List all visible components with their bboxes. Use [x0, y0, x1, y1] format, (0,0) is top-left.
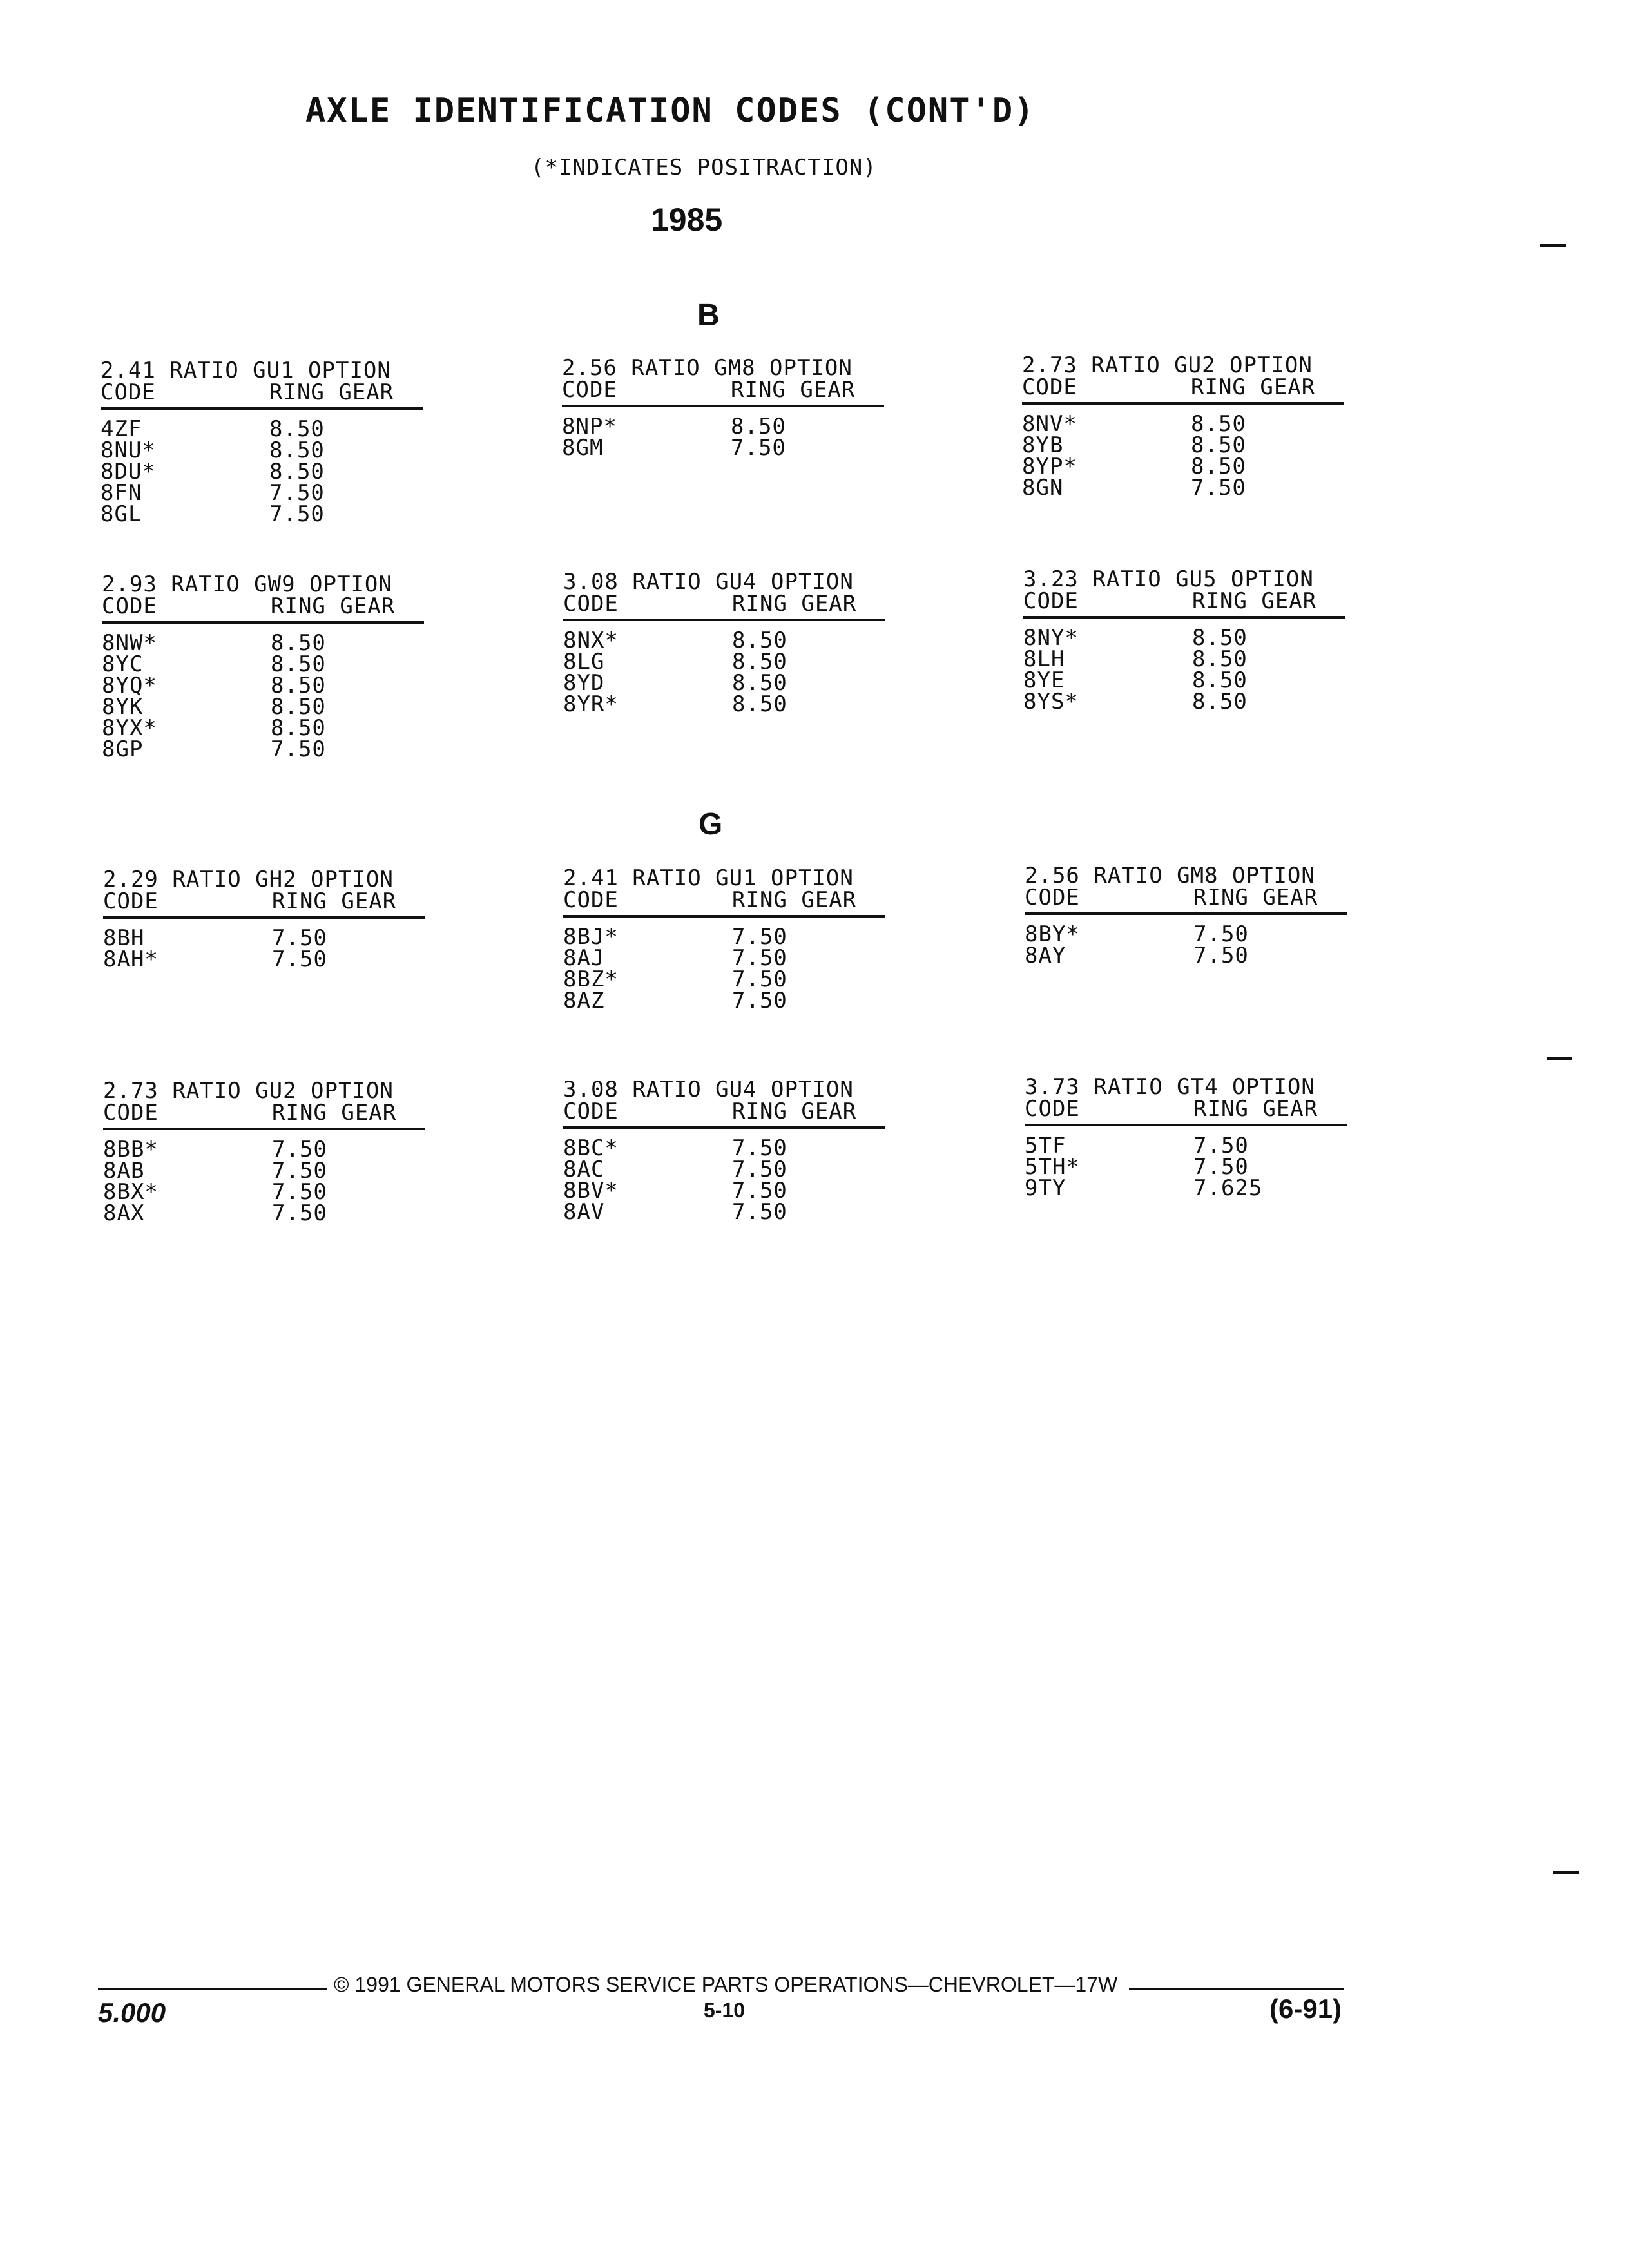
code-row: [1023, 625, 1345, 651]
code-list: [1025, 921, 1347, 968]
axle-code: 8YE: [1023, 668, 1065, 693]
ring-gear-column-header: RING GEAR: [1193, 1096, 1318, 1122]
code-column-header: CODE: [1025, 885, 1080, 910]
code-row: [563, 1199, 885, 1225]
ring-gear-size: 7.50: [732, 988, 787, 1014]
code-row: [563, 651, 885, 673]
ring-gear-size: 8.50: [269, 437, 325, 463]
axle-code: 8YP*: [1022, 454, 1077, 479]
code-list: [101, 416, 423, 527]
axle-block: [563, 571, 885, 715]
revision-date: (6-91): [1269, 1994, 1342, 2024]
column-header: [563, 889, 885, 918]
ring-gear-size: 8.50: [732, 670, 787, 696]
copyright-line: © 1991 GENERAL MOTORS SERVICE PARTS OPERATIONS—CHEVROLET—17W: [334, 1973, 1118, 1996]
axle-code: 8NV*: [1022, 411, 1077, 437]
code-row: [563, 1135, 885, 1161]
code-row: [562, 437, 884, 459]
ring-gear-column-header: RING GEAR: [1192, 588, 1317, 614]
footer-rule-left: [98, 1988, 327, 1990]
axle-block: [563, 1079, 885, 1223]
ring-gear-size: 7.50: [272, 1200, 327, 1226]
ring-gear-size: 7.50: [269, 480, 325, 506]
axle-code: 8BC*: [563, 1135, 619, 1161]
column-header: [102, 595, 424, 624]
axle-code: 8NW*: [102, 630, 157, 656]
ring-gear-size: 8.50: [732, 628, 787, 653]
block-heading: 3.08 RATIO GU4 OPTION: [563, 1077, 854, 1102]
section-number: 5.000: [98, 1997, 166, 2028]
ring-gear-size: 7.50: [272, 925, 327, 951]
axle-code: 8NP*: [562, 414, 617, 439]
ring-gear-column-header: RING GEAR: [732, 887, 857, 913]
axle-block: [562, 357, 884, 459]
axle-code: 8BZ*: [563, 966, 619, 992]
axle-code: 4ZF: [101, 416, 142, 442]
axle-code: 8YX*: [102, 715, 157, 741]
code-column-header: CODE: [103, 1100, 159, 1126]
ring-gear-size: 8.50: [271, 673, 326, 698]
page-title: AXLE IDENTIFICATION CODES (CONT'D): [305, 91, 1036, 130]
page-number: 5-10: [704, 1999, 746, 2022]
ring-gear-column-header: RING GEAR: [272, 1100, 397, 1126]
code-row: [102, 715, 424, 741]
ring-gear-size: 7.50: [269, 501, 325, 527]
ring-gear-size: 8.50: [271, 651, 326, 677]
axle-code: 5TF: [1025, 1133, 1066, 1158]
ring-gear-column-header: RING GEAR: [271, 593, 396, 619]
code-list: [563, 924, 885, 1014]
code-row: [102, 675, 424, 697]
axle-code: 8BJ*: [563, 924, 619, 950]
code-row: [563, 691, 885, 717]
section-letter-b: B: [697, 298, 720, 332]
code-row: [1023, 646, 1345, 672]
code-row: [101, 480, 423, 506]
model-year: 1985: [651, 202, 723, 238]
code-row: [1022, 411, 1344, 437]
axle-code: 8YK: [102, 694, 144, 720]
ring-gear-size: 7.50: [1193, 943, 1249, 968]
code-row: [563, 924, 885, 950]
ring-gear-column-header: RING GEAR: [1191, 374, 1316, 400]
block-heading: 3.08 RATIO GU4 OPTION: [563, 569, 854, 595]
axle-code: 8BY*: [1025, 921, 1080, 947]
ring-gear-size: 7.50: [732, 1199, 787, 1225]
code-row: [1025, 945, 1347, 966]
code-column-header: CODE: [101, 380, 156, 405]
code-row: [1025, 1175, 1347, 1201]
axle-code: 8LG: [563, 649, 605, 675]
ring-gear-size: 8.50: [732, 649, 787, 675]
code-column-header: CODE: [1022, 374, 1077, 400]
ring-gear-size: 7.50: [731, 435, 786, 461]
ring-gear-size: 8.50: [731, 414, 786, 439]
code-list: [563, 1135, 885, 1225]
ring-gear-size: 8.50: [1192, 625, 1248, 651]
axle-code: 8BB*: [103, 1137, 159, 1162]
block-heading: 2.93 RATIO GW9 OPTION: [102, 572, 392, 597]
axle-block: [103, 1080, 425, 1224]
ring-gear-size: 7.50: [732, 924, 787, 950]
code-column-header: CODE: [1025, 1096, 1080, 1122]
ring-gear-size: 7.50: [1193, 1154, 1249, 1180]
axle-code: 8AY: [1025, 943, 1066, 968]
block-heading: 2.56 RATIO GM8 OPTION: [1025, 863, 1315, 889]
axle-block: [1025, 865, 1347, 966]
ring-gear-column-header: RING GEAR: [731, 377, 856, 403]
ring-gear-size: 8.50: [271, 694, 326, 720]
axle-code: 8YS*: [1023, 689, 1079, 715]
axle-block: [103, 869, 425, 970]
ring-gear-column-header: RING GEAR: [272, 889, 397, 914]
code-row: [563, 630, 885, 651]
code-row: [1022, 477, 1344, 499]
axle-code: 8NX*: [563, 628, 619, 653]
ring-gear-size: 8.50: [1191, 454, 1246, 479]
code-row: [1025, 921, 1347, 947]
axle-block: [1025, 1076, 1347, 1199]
ring-gear-size: 7.50: [732, 945, 787, 971]
block-heading: 3.23 RATIO GU5 OPTION: [1023, 566, 1314, 592]
ring-gear-size: 7.50: [1193, 1133, 1249, 1158]
edge-tick-mark: [1547, 1057, 1572, 1060]
ring-gear-size: 7.50: [732, 1135, 787, 1161]
axle-code: 8AC: [563, 1157, 605, 1182]
ring-gear-size: 8.50: [271, 715, 326, 741]
axle-code: 8AX: [103, 1200, 145, 1226]
axle-code: 8YD: [563, 670, 605, 696]
ring-gear-column-header: RING GEAR: [269, 380, 394, 405]
ring-gear-size: 7.50: [732, 1178, 787, 1204]
ring-gear-size: 7.50: [272, 1179, 327, 1205]
axle-code: 8GM: [562, 435, 604, 461]
code-row: [103, 1139, 425, 1160]
ring-gear-size: 7.50: [272, 1158, 327, 1184]
code-row: [562, 416, 884, 437]
ring-gear-size: 8.50: [1191, 411, 1246, 437]
code-list: [1025, 1135, 1347, 1199]
axle-code: 8NY*: [1023, 625, 1079, 651]
code-column-header: CODE: [103, 889, 159, 914]
section-letter-g: G: [699, 807, 723, 841]
code-row: [563, 966, 885, 992]
code-row: [101, 461, 423, 483]
code-list: [103, 925, 425, 972]
footer-rule-right: [1129, 1988, 1344, 1990]
axle-code: 8YQ*: [102, 673, 157, 698]
code-row: [103, 1200, 425, 1226]
axle-block: [1023, 568, 1345, 713]
ring-gear-size: 8.50: [1191, 432, 1246, 458]
axle-code: 8YR*: [563, 691, 619, 717]
axle-block: [102, 573, 424, 760]
ring-gear-size: 7.50: [272, 947, 327, 972]
axle-code: 8GP: [102, 736, 144, 762]
code-list: [1023, 625, 1345, 715]
column-header: [563, 593, 885, 621]
block-heading: 2.73 RATIO GU2 OPTION: [103, 1078, 394, 1104]
ring-gear-size: 8.50: [269, 416, 325, 442]
ring-gear-size: 7.50: [1193, 921, 1249, 947]
ring-gear-size: 7.625: [1193, 1175, 1263, 1201]
code-row: [101, 501, 423, 527]
code-list: [562, 416, 884, 459]
axle-block: [1022, 354, 1344, 499]
code-row: [102, 630, 424, 656]
ring-gear-size: 8.50: [1192, 668, 1248, 693]
positraction-note: (*INDICATES POSITRACTION): [531, 155, 877, 180]
column-header: [1023, 590, 1345, 619]
block-heading: 2.73 RATIO GU2 OPTION: [1022, 352, 1313, 378]
column-header: [103, 1102, 425, 1130]
code-row: [103, 949, 425, 970]
ring-gear-column-header: RING GEAR: [732, 1099, 857, 1124]
ring-gear-size: 8.50: [732, 691, 787, 717]
column-header: [1025, 1098, 1347, 1126]
axle-code: 8GN: [1022, 475, 1064, 501]
axle-code: 9TY: [1025, 1175, 1066, 1201]
axle-code: 8AB: [103, 1158, 145, 1184]
code-row: [563, 1180, 885, 1202]
ring-gear-column-header: RING GEAR: [732, 591, 857, 617]
ring-gear-size: 8.50: [269, 459, 325, 485]
code-row: [1022, 456, 1344, 477]
ring-gear-size: 7.50: [732, 966, 787, 992]
code-column-header: CODE: [563, 887, 619, 913]
axle-block: [101, 360, 423, 525]
edge-tick-mark: [1553, 1871, 1579, 1874]
block-heading: 2.41 RATIO GU1 OPTION: [101, 358, 391, 383]
axle-code: 8AH*: [103, 947, 159, 972]
block-heading: 3.73 RATIO GT4 OPTION: [1025, 1074, 1315, 1100]
column-header: [1022, 376, 1344, 405]
code-list: [1022, 411, 1344, 501]
axle-code: 8FN: [101, 480, 142, 506]
axle-code: 8AZ: [563, 988, 605, 1014]
axle-code: 8BX*: [103, 1179, 159, 1205]
axle-code: 8BH: [103, 925, 145, 951]
column-header: [1025, 887, 1347, 915]
block-heading: 2.56 RATIO GM8 OPTION: [562, 355, 853, 381]
ring-gear-size: 7.50: [272, 1137, 327, 1162]
axle-code: 8GL: [101, 501, 142, 527]
ring-gear-size: 8.50: [1192, 646, 1248, 672]
axle-block: [563, 867, 885, 1012]
ring-gear-column-header: RING GEAR: [1193, 885, 1318, 910]
code-list: [103, 1139, 425, 1224]
ring-gear-size: 7.50: [271, 736, 326, 762]
axle-code: 8AV: [563, 1199, 605, 1225]
code-row: [563, 990, 885, 1012]
code-column-header: CODE: [563, 591, 619, 617]
axle-code: 8DU*: [101, 459, 156, 485]
column-header: [562, 379, 884, 407]
axle-code: 8AJ: [563, 945, 605, 971]
axle-code: 8LH: [1023, 646, 1065, 672]
axle-code: 5TH*: [1025, 1154, 1080, 1180]
code-list: [563, 630, 885, 715]
ring-gear-size: 7.50: [732, 1157, 787, 1182]
axle-code: 8YB: [1022, 432, 1064, 458]
edge-tick-mark: [1540, 244, 1566, 247]
block-heading: 2.41 RATIO GU1 OPTION: [563, 865, 854, 891]
code-list: [102, 630, 424, 762]
ring-gear-size: 8.50: [1192, 689, 1248, 715]
code-row: [103, 1179, 425, 1205]
code-row: [1025, 1154, 1347, 1180]
column-header: [563, 1100, 885, 1129]
code-row: [102, 736, 424, 762]
code-row: [1023, 691, 1345, 713]
block-heading: 2.29 RATIO GH2 OPTION: [103, 867, 394, 892]
column-header: [101, 381, 423, 410]
ring-gear-size: 8.50: [271, 630, 326, 656]
ring-gear-size: 7.50: [1191, 475, 1246, 501]
code-column-header: CODE: [1023, 588, 1079, 614]
code-column-header: CODE: [102, 593, 157, 619]
axle-code: 8YC: [102, 651, 144, 677]
axle-code: 8BV*: [563, 1178, 619, 1204]
axle-code: 8NU*: [101, 437, 156, 463]
code-column-header: CODE: [562, 377, 617, 403]
code-column-header: CODE: [563, 1099, 619, 1124]
column-header: [103, 890, 425, 919]
